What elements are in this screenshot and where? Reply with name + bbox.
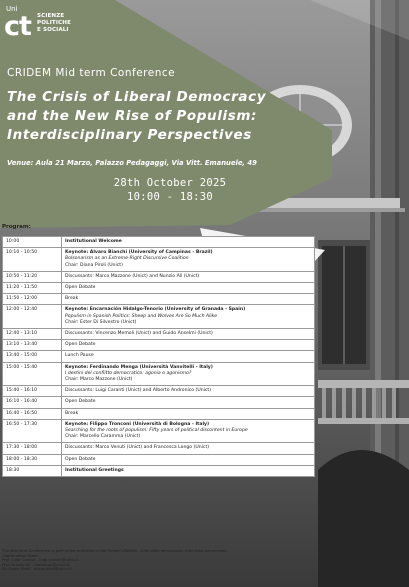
conference-name: CRIDEM Mid term Conference [7, 67, 176, 79]
title-line-3: Interdisciplinary Perspectives [7, 127, 252, 143]
program-row [3, 271, 315, 282]
program-description [62, 443, 315, 454]
logo-uni-text: Uni [6, 5, 18, 13]
program-description [62, 408, 315, 419]
coordination-team-label: Coordination Team: [2, 552, 39, 558]
program-time: 15:40 - 16:10 [3, 386, 62, 397]
program-row [3, 351, 315, 362]
program-line: Open Debate [65, 456, 96, 462]
program-label: Program: [2, 224, 31, 230]
program-description [62, 237, 315, 248]
program-row [3, 283, 315, 294]
title-line-2: and the New Rise of Populism: [7, 108, 257, 124]
program-row [3, 454, 315, 465]
program-time: 11:50 - 12:00 [3, 294, 62, 305]
program-description [62, 271, 315, 282]
program-time: 18:30 [3, 465, 62, 476]
program-time: 15:00 - 15:40 [3, 362, 62, 386]
event-date: 28th October 2025 [113, 177, 227, 189]
program-row [3, 329, 315, 340]
program-time: 18:00 - 18:30 [3, 454, 62, 465]
program-line: Chair: Diana Piroli (Unict) [65, 262, 123, 268]
program-description [62, 294, 315, 305]
program-description [62, 329, 315, 340]
program-line: Keynote: Ferdinando Menga (Università Vanvitelli - Italy) [65, 364, 213, 370]
program-description [62, 351, 315, 362]
program-time: 16:10 - 16:40 [3, 397, 62, 408]
program-time: 10:50 - 11:20 [3, 271, 62, 282]
footer [2, 549, 302, 572]
program-row [3, 362, 315, 386]
program-time: 17:30 - 18:00 [3, 443, 62, 454]
program-description [62, 419, 315, 443]
program-line: Chair: Marco Mazzone (Unict) [65, 377, 133, 383]
program-line: Institutional Greetings [65, 467, 124, 473]
program-row [3, 237, 315, 248]
program-time: 12:40 - 13:10 [3, 329, 62, 340]
program-description [62, 397, 315, 408]
logo-ct-text: ct [4, 11, 31, 42]
program-line: Open Debate [65, 399, 96, 405]
program-time: 11:20 - 11:50 [3, 283, 62, 294]
program-description [62, 465, 315, 476]
program-row [3, 443, 315, 454]
program-row [3, 465, 315, 476]
program-row [3, 397, 315, 408]
date-block [90, 176, 250, 204]
program-line: Keynote: Filippo Tronconi (Università di Bologna - Italy) [65, 421, 210, 427]
program-description [62, 283, 315, 294]
team-member-3: Dr. Diana Piroli - diana.piroli@unict.it [2, 566, 72, 572]
program-description [62, 362, 315, 386]
program-line: Open Debate [65, 342, 96, 348]
program-line: Keynote: Encarnación Hidalgo-Tenorio (University of Granada - Spain) [65, 307, 246, 313]
program-line: Bolsonarism as an Extreme-Right Discursive Coalition [65, 256, 189, 262]
program-row [3, 248, 315, 272]
footer-note: The Mid term Conference is part of the activities of the Project CRIDEM - Crisi della democrazia, crisi della democrazie. [2, 548, 228, 553]
program-description [62, 386, 315, 397]
program-row [3, 386, 315, 397]
logo-line-1: SCIENZE POLITICHE [37, 13, 71, 26]
program-time: 16:50 - 17:30 [3, 419, 62, 443]
program-line: Discussants: Marco Mazzone (Unict) and Nunzio Alì (Unict) [65, 273, 200, 279]
program-row [3, 408, 315, 419]
conference-title [7, 88, 327, 145]
program-line: Populism in Spanish Politics: Sheep and Wolves Are So Much Alike [65, 313, 218, 319]
program-line: Chair: Ester Di Silvestro (Unict) [65, 319, 137, 325]
program-description [62, 305, 315, 329]
program-row [3, 419, 315, 443]
program-line: Keynote: Alvaro Bianchi (University of Campinas - Brazil) [65, 250, 213, 256]
event-time: 10:00 - 18:30 [126, 191, 214, 203]
program-line: Institutional Welcome [65, 239, 122, 244]
program-time: 13:40 - 15:00 [3, 351, 62, 362]
program-line: Break [65, 296, 79, 302]
program-line: Searching for the roots of populism: Fifty years of political discontent in Europe [65, 428, 248, 434]
program-description [62, 340, 315, 351]
program-row [3, 340, 315, 351]
program-time: 12:00 - 12:40 [3, 305, 62, 329]
program-line: Chair: Marcello Caramma (Unict) [65, 434, 141, 440]
program-line: Lunch Pause [65, 353, 94, 359]
program-time: 10:10 - 10:50 [3, 248, 62, 272]
logo-department [37, 13, 71, 34]
program-line: I destini del conflitto democratico: agonia o agonismo? [65, 370, 192, 376]
program-time: 13:10 - 13:40 [3, 340, 62, 351]
program-line: Discussants: Marco Venuti (Unict) and Francesca Longo (Unict) [65, 445, 210, 451]
program-line: Discussants: Vincenzo Memoli (Unict) and Guido Anselmi (Unict) [65, 331, 213, 337]
program-time: 10:00 [3, 237, 62, 248]
program-line: Break [65, 410, 79, 416]
team-member-2: Prof. Nunzio Alì - nunzio.ali@unict.it [2, 561, 70, 567]
program-row [3, 294, 315, 305]
program-description [62, 248, 315, 272]
program-table [2, 236, 315, 477]
program-time: 16:40 - 16:50 [3, 408, 62, 419]
venue-text: Venue: Aula 21 Marzo, Palazzo Pedagaggi, Via Vitt. Emanuele, 49 [7, 159, 257, 167]
team-member-1: Prof. Luigi Caranti - luigi.caranti@unict.it [2, 557, 79, 563]
program-row [3, 305, 315, 329]
logo-line-2: E SOCIALI [37, 27, 69, 33]
title-line-1: The Crisis of Liberal Democracy [7, 89, 267, 105]
program-line: Open Debate [65, 285, 96, 291]
program-line: Discussants: Luigi Caranti (Unict) and Alberto Andronico (Unict) [65, 388, 212, 394]
program-description [62, 454, 315, 465]
